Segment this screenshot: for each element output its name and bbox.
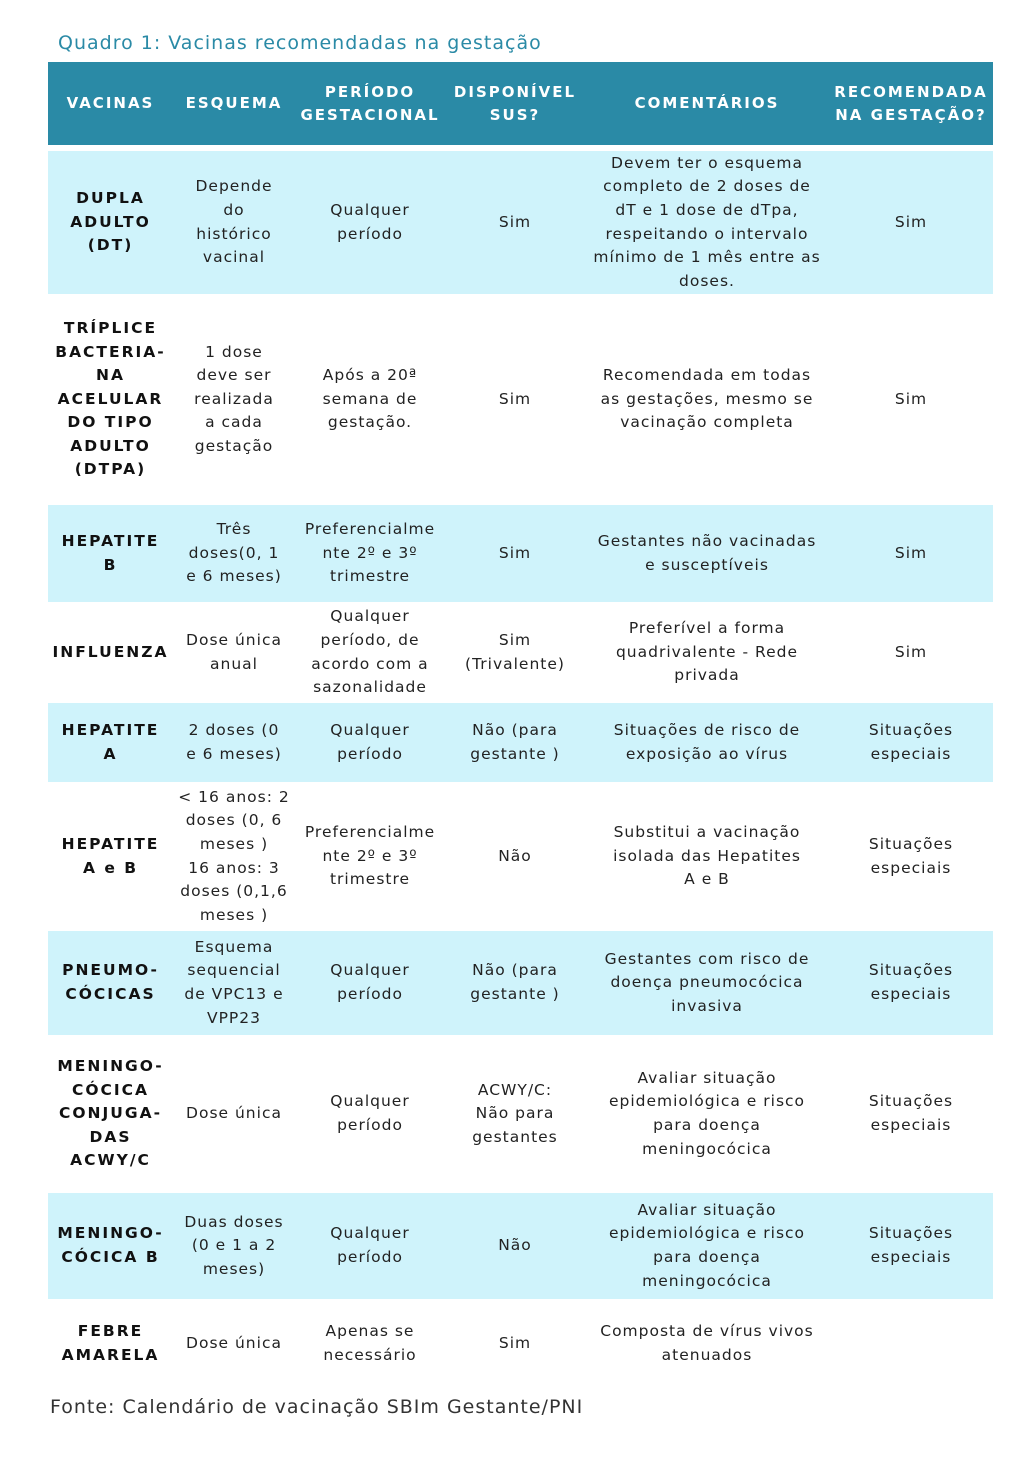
cell-periodo: Preferencialme nte 2º e 3º trimestre bbox=[304, 520, 436, 586]
cell-esquema: 2 doses (0 e 6 meses) bbox=[186, 720, 282, 763]
cell-recomendada: Sim bbox=[894, 389, 928, 408]
cell-sus: Sim bbox=[498, 543, 532, 562]
header-periodo: PERÍODO GESTACIONAL bbox=[300, 82, 440, 124]
cell-periodo: Qualquer período, de acordo com a sazonalidade bbox=[311, 607, 429, 697]
cell-periodo: Qualquer período bbox=[330, 1092, 410, 1134]
cell-periodo: Qualquer período bbox=[330, 720, 410, 763]
cell-comentarios: Recomendada em todas as gestações, mesmo se vacinação completa bbox=[600, 366, 814, 432]
cell-vacina: HEPATITE B bbox=[61, 531, 160, 574]
cell-comentarios: Gestantes não vacinadas e susceptíveis bbox=[597, 531, 817, 574]
cell-vacina: INFLUENZA bbox=[52, 642, 169, 661]
cell-sus: Não (para gestante ) bbox=[470, 961, 560, 1003]
cell-recomendada: Sim bbox=[894, 543, 928, 562]
cell-vacina: HEPATITE A e B bbox=[61, 834, 160, 877]
cell-esquema: Dose única bbox=[186, 1104, 282, 1123]
header-recomendada: RECOMENDADA NA GESTAÇÃO? bbox=[834, 82, 988, 124]
cell-esquema: Depende do histórico vacinal bbox=[195, 177, 273, 267]
cell-sus: Sim (Trivalente) bbox=[465, 630, 565, 673]
cell-esquema: Dose única anual bbox=[186, 630, 282, 673]
cell-vacina: DUPLA ADULTO (DT) bbox=[70, 189, 151, 255]
cell-vacina: MENINGO- CÓCICA CONJUGA- DAS ACWY/C bbox=[57, 1057, 164, 1170]
table-row bbox=[48, 782, 993, 931]
cell-vacina: FEBRE AMARELA bbox=[61, 1322, 160, 1364]
cell-recomendada: Situações especiais bbox=[868, 834, 954, 877]
cell-recomendada: Sim bbox=[894, 212, 928, 231]
cell-sus: Sim bbox=[498, 389, 532, 408]
table-row bbox=[48, 1035, 993, 1193]
cell-recomendada: Sim bbox=[894, 642, 928, 661]
header-sus: DISPONÍVEL SUS? bbox=[453, 82, 577, 124]
table-row bbox=[48, 294, 993, 505]
cell-comentarios: Avaliar situação epidemiológica e risco para doença meningocócica bbox=[608, 1068, 806, 1158]
cell-esquema: Três doses(0, 1 e 6 meses) bbox=[186, 520, 282, 586]
cell-vacina: HEPATITE A bbox=[61, 720, 160, 763]
cell-sus: Não bbox=[498, 1236, 532, 1255]
cell-sus: Sim bbox=[498, 212, 532, 231]
table-row bbox=[48, 1299, 993, 1389]
source-note: Fonte: Calendário de vacinação SBIm Gestante/PNI bbox=[50, 1396, 584, 1418]
table-row bbox=[48, 602, 993, 703]
table-row bbox=[48, 931, 993, 1035]
cell-comentarios: Composta de vírus vivos atenuados bbox=[600, 1322, 814, 1364]
table-row bbox=[48, 1193, 993, 1299]
cell-comentarios: Gestantes com risco de doença pneumocócica invasiva bbox=[604, 949, 810, 1015]
cell-sus: ACWY/C: Não para gestantes bbox=[472, 1080, 558, 1146]
cell-recomendada: Situações especiais bbox=[868, 961, 954, 1003]
table-row bbox=[48, 703, 993, 782]
cell-vacina: TRÍPLICE BACTERIA- NA ACELULAR DO TIPO ADULTO (DTPA) bbox=[55, 318, 166, 479]
table-title: Quadro 1: Vacinas recomendadas na gestação bbox=[58, 32, 542, 54]
table-row bbox=[48, 151, 993, 294]
cell-periodo: Após a 20ª semana de gestação. bbox=[322, 366, 418, 432]
cell-vacina: PNEUMO- CÓCICAS bbox=[62, 961, 159, 1003]
cell-esquema: Dose única bbox=[186, 1334, 282, 1353]
vaccine-table bbox=[48, 62, 993, 1389]
cell-periodo: Qualquer período bbox=[330, 1224, 410, 1266]
cell-periodo: Preferencialme nte 2º e 3º trimestre bbox=[304, 823, 436, 889]
cell-esquema: Esquema sequencial de VPC13 e VPP23 bbox=[184, 937, 284, 1027]
cell-esquema: 1 dose deve ser realizada a cada gestação bbox=[194, 342, 274, 455]
cell-sus: Sim bbox=[498, 1334, 532, 1353]
cell-sus: Não bbox=[498, 846, 532, 865]
cell-esquema: < 16 anos: 2 doses (0, 6 meses ) 16 anos: 3 doses (0,1,6 meses ) bbox=[178, 787, 290, 924]
cell-periodo: Apenas se necessário bbox=[323, 1322, 417, 1364]
cell-sus: Não (para gestante ) bbox=[470, 720, 560, 763]
cell-recomendada: Situações especiais bbox=[868, 1092, 954, 1134]
cell-comentarios: Preferível a forma quadrivalente - Rede privada bbox=[615, 619, 799, 685]
cell-recomendada: Situações especiais bbox=[868, 1224, 954, 1266]
cell-comentarios: Devem ter o esquema completo de 2 doses de dT e 1 dose de dTpa, respeitando o intervalo mínimo de 1 mês entre as doses. bbox=[593, 153, 821, 290]
cell-vacina: MENINGO- CÓCICA B bbox=[57, 1224, 164, 1266]
cell-comentarios: Situações de risco de exposição ao vírus bbox=[613, 720, 801, 763]
table-row bbox=[48, 505, 993, 602]
cell-recomendada: Situações especiais bbox=[868, 720, 954, 763]
header-comentarios: COMENTÁRIOS bbox=[634, 94, 780, 112]
header-vacinas: VACINAS bbox=[66, 94, 155, 112]
cell-comentarios: Substitui a vacinação isolada das Hepatites A e B bbox=[613, 823, 801, 889]
cell-periodo: Qualquer período bbox=[330, 200, 410, 243]
header-esquema: ESQUEMA bbox=[185, 94, 283, 112]
cell-periodo: Qualquer período bbox=[330, 961, 410, 1003]
cell-comentarios: Avaliar situação epidemiológica e risco para doença meningocócica bbox=[608, 1200, 806, 1290]
cell-esquema: Duas doses (0 e 1 a 2 meses) bbox=[184, 1212, 284, 1278]
table-header bbox=[48, 62, 993, 145]
